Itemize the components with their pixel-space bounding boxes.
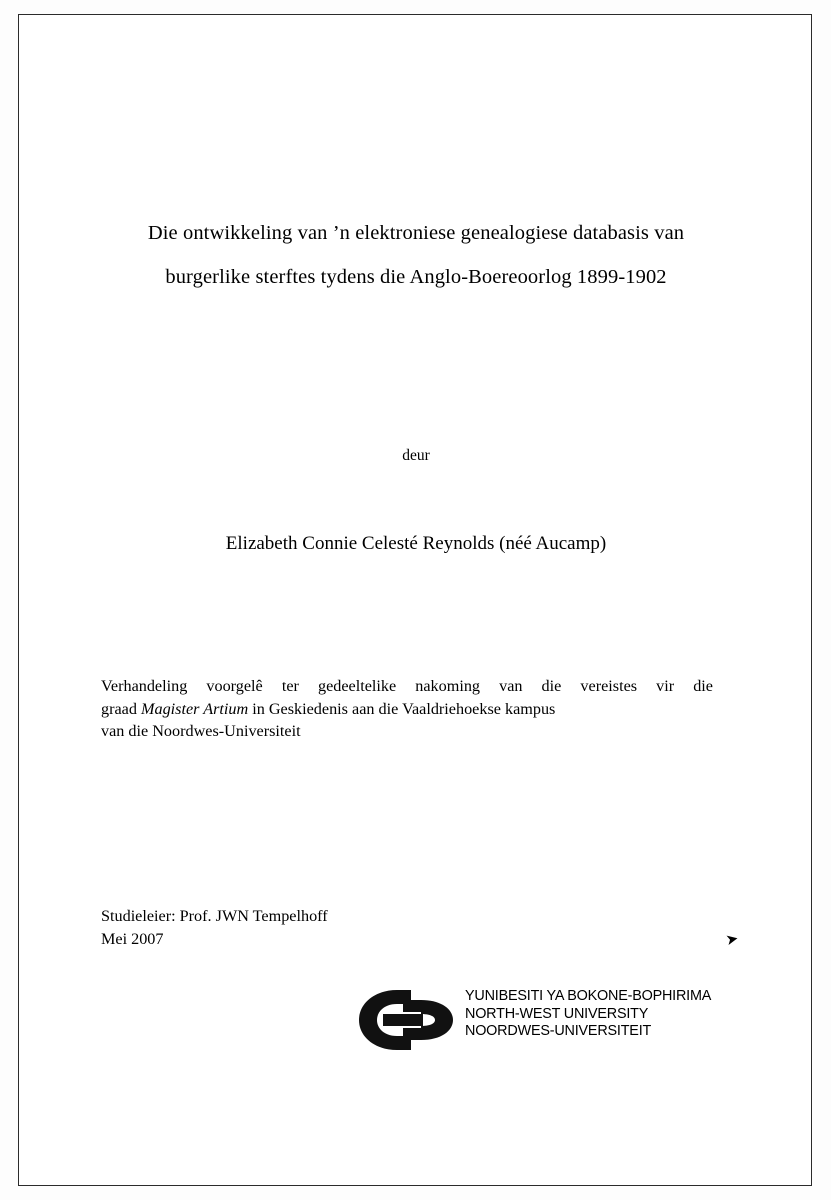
submission-date-wrap [101, 928, 741, 951]
page-surface [19, 15, 811, 1185]
university-logo-text [465, 988, 711, 1041]
submission-date: Mei 2007 [101, 930, 164, 948]
submission-line-2-prefix: graad [101, 699, 141, 718]
logo-line-3: NOORDWES-UNIVERSITEIT [465, 1023, 652, 1039]
title-page-content [101, 15, 741, 1185]
title-line-2: burgerlike sterftes tydens die Anglo-Boereoorlog 1899-1902 [165, 266, 667, 288]
logo-line-2: NORTH-WEST UNIVERSITY [465, 1005, 649, 1022]
submission-line-2 [101, 698, 713, 721]
author-name: Elizabeth Connie Celesté Reynolds (néé Aucamp) [225, 533, 607, 554]
degree-name: Magister Artium [141, 699, 249, 718]
logo-line-1: YUNIBESITI YA BOKONE-BOPHIRIMA [465, 988, 712, 1004]
submission-line-3: van die Noordwes-Universiteit [101, 722, 301, 740]
submission-line-2-suffix: in Geskiedenis aan die Vaaldriehoekse kampus [248, 699, 556, 718]
submission-statement [101, 675, 713, 743]
submission-line-1: Verhandeling voorgelê ter gedeeltelike nakoming van die vereistes vir die [101, 677, 713, 695]
title-line-1: Die ontwikkeling van ’n elektroniese genealogiese databasis van [147, 222, 685, 244]
pen-mark-icon: ➤ [724, 930, 741, 950]
by-label: deur [402, 447, 430, 464]
page-title [101, 211, 731, 299]
supervisor-block [101, 905, 741, 951]
supervisor-name: Studieleier: Prof. JWN Tempelhoff [101, 907, 328, 925]
university-logo [269, 983, 712, 1055]
nwu-monogram-icon [353, 986, 461, 1054]
